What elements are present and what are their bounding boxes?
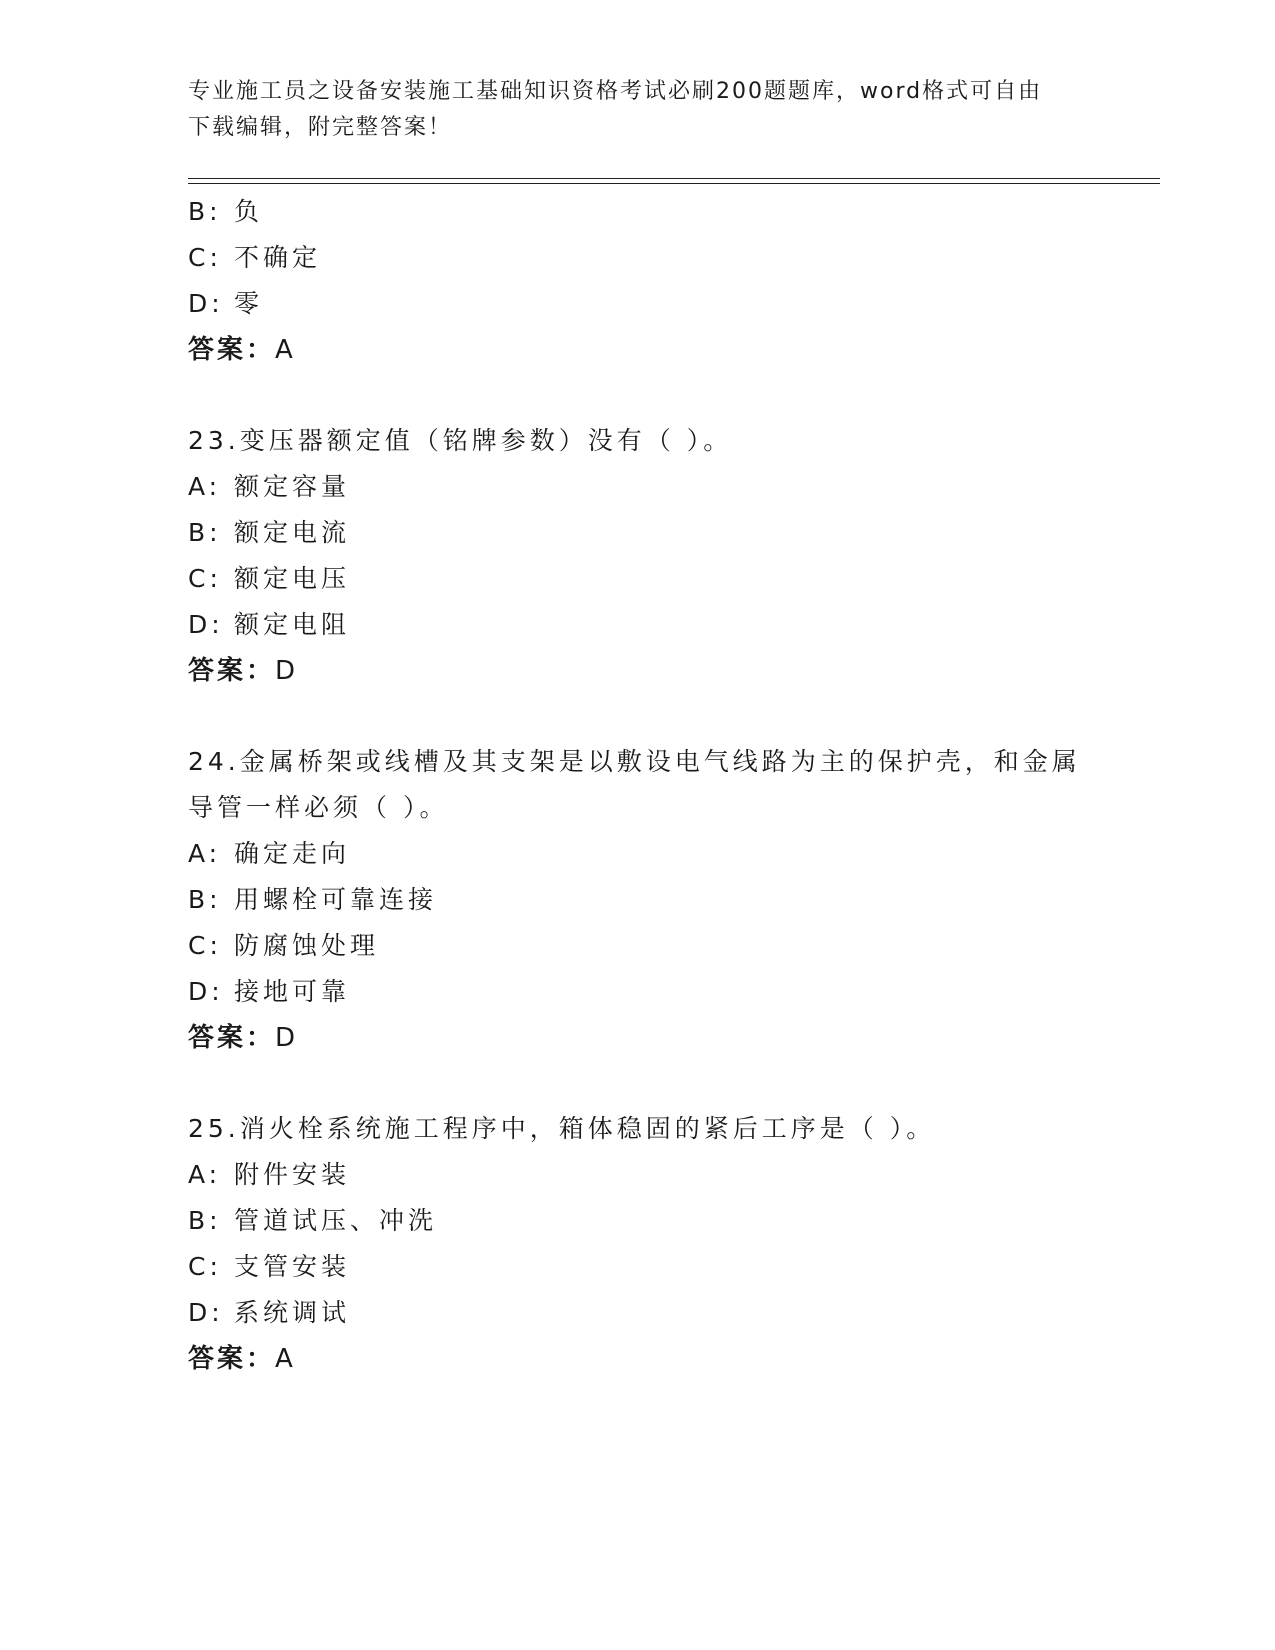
carryover-question [188,189,1088,373]
option-c [188,923,1088,969]
option-letter: B: [188,1206,222,1235]
answer-line [188,648,1088,694]
option-text: 管道试压、冲洗 [234,1206,438,1235]
option-c [188,556,1088,602]
option-letter: D: [188,610,224,639]
option-text: 确定走向 [234,839,351,868]
question-content [188,189,1088,1382]
option-letter: C: [188,564,222,593]
answer-label: 答案： [188,335,276,365]
option-b [188,1198,1088,1244]
option-text: 支管安装 [234,1252,351,1281]
option-letter: D: [188,289,224,318]
question-24 [188,739,1088,1061]
answer-line [188,327,1088,373]
header-rule-top [188,178,1160,179]
header-line-2: 下载编辑，附完整答案！ [188,115,453,140]
option-b [188,510,1088,556]
option-letter: D: [188,977,224,1006]
option-text: 不确定 [234,243,322,272]
question-stem: 23.变压器额定值（铭牌参数）没有（ ）。 [188,426,733,455]
answer-line [188,1336,1088,1382]
question-stem: 25.消火栓系统施工程序中，箱体稳固的紧后工序是（ ）。 [188,1114,936,1143]
option-letter: B: [188,197,222,226]
document-page [188,0,1148,1650]
option-text: 防腐蚀处理 [234,931,380,960]
question-25 [188,1106,1088,1382]
option-letter: C: [188,931,222,960]
question-23 [188,418,1088,694]
option-text: 额定电流 [234,518,351,547]
option-letter: C: [188,243,222,272]
option-letter: A: [188,472,222,501]
option-letter: A: [188,1160,222,1189]
option-letter: A: [188,839,222,868]
option-b [188,877,1088,923]
header-rule-bottom [188,183,1160,184]
option-text: 接地可靠 [234,977,351,1006]
answer-value: A [275,1344,296,1374]
option-letter: B: [188,885,222,914]
answer-value: D [275,1023,299,1053]
answer-label: 答案： [188,1023,276,1053]
option-c [188,1244,1088,1290]
document-header [188,74,1068,146]
option-d [188,281,1088,327]
answer-line [188,1015,1088,1061]
option-text: 额定电阻 [234,610,351,639]
question-stem-continued: 导管一样必须（ ）。 [188,793,449,822]
option-text: 额定容量 [234,472,351,501]
option-b [188,189,1088,235]
option-letter: B: [188,518,222,547]
answer-label: 答案： [188,1344,276,1374]
option-text: 额定电压 [234,564,351,593]
option-a [188,831,1088,877]
option-text: 系统调试 [234,1298,351,1327]
option-c [188,235,1088,281]
header-line-1: 专业施工员之设备安装施工基础知识资格考试必刷200题题库，word格式可自由 [188,79,1043,104]
option-a [188,464,1088,510]
option-d [188,1290,1088,1336]
question-stem: 24.金属桥架或线槽及其支架是以敷设电气线路为主的保护壳，和金属 [188,747,1081,776]
answer-label: 答案： [188,656,276,686]
option-d [188,602,1088,648]
option-letter: D: [188,1298,224,1327]
option-a [188,1152,1088,1198]
option-text: 负 [234,197,264,226]
option-letter: C: [188,1252,222,1281]
option-text: 附件安装 [234,1160,351,1189]
option-text: 零 [234,289,264,318]
answer-value: D [275,656,299,686]
option-d [188,969,1088,1015]
answer-value: A [275,335,296,365]
option-text: 用螺栓可靠连接 [234,885,438,914]
